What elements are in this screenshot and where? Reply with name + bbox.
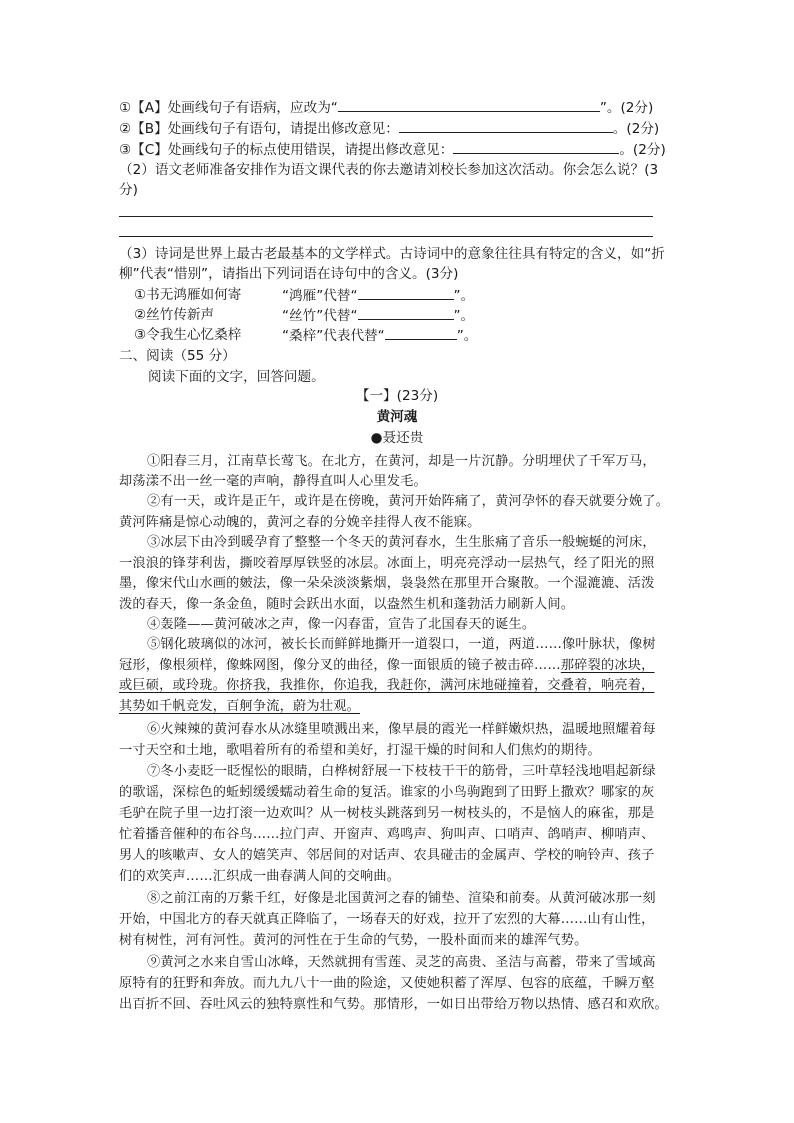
paragraph-5-line-2 (119, 656, 655, 676)
question-2-line-2: 分) (119, 182, 138, 198)
question-score: ”。(2分) (599, 100, 654, 116)
poem-line-2: ②丝竹传新声 (134, 307, 215, 323)
paragraph-8-line-2: 开始，中国北方的春天就真正降临了，一场春天的好戏，拉开了宏烈的大幕……山有山性， (119, 912, 655, 927)
poem-question-2 (282, 305, 474, 326)
question-score: 。(2分) (619, 142, 666, 158)
poem-question-end: ”。 (453, 308, 475, 324)
paragraph-7-line-1: ⑦冬小麦眨一眨惺忪的眼睛，白桦树舒展一下枝枝干干的筋骨，三叶草轻浅地唱起新绿 (147, 764, 656, 779)
paragraph-2-line-1: ②有一天，或许是正午，或许是在傍晚，黄河开始阵痛了，黄河孕怀的春天就要分娩了。 (147, 494, 670, 509)
question-3-line-2: 柳”代表“惜别”，请指出下列词语在诗句中的含义。(3分) (119, 266, 459, 282)
answer-blank[interactable] (358, 305, 454, 320)
question-1-iii (119, 139, 666, 160)
poem-line-1: ①书无鸿雁如何寄 (134, 287, 242, 303)
poem-line-3: ③令我生心忆桑梓 (134, 327, 242, 343)
paragraph-3-line-4: 泼的春天，像一条金鱼，随时会跃出水面，以盎然生机和蓬勃活力刷新人间。 (119, 597, 575, 612)
question-2-line-1: （2）语文老师准备安排作为语文课代表的你去邀请刘校长参加这次活动。你会怎么说？(3 (119, 162, 659, 178)
answer-blank[interactable] (385, 325, 457, 340)
paragraph-3-line-1: ③冰层下由冷到暖孕育了整整一个冬天的黄河春水，生生胀痛了音乐一般蜿蜒的河床， (147, 535, 656, 550)
paragraph-5-line-3: 或巨硕，或玲珑。你挤我，我推你，你追我，我赶你，满河床地碰撞着，交叠着，响亮着， (119, 678, 655, 693)
poem-question-end: ”。 (453, 288, 475, 304)
paragraph-3-line-2: 一浪浪的锋芽利齿，撕咬着厚厚铁竖的冰层。冰面上，明亮亮浮动一层热气，经了阳光的照 (119, 556, 655, 571)
article-author: ●聂还贵 (370, 430, 424, 446)
poem-question-end: ”。 (456, 328, 478, 344)
paragraph-7-line-3: 毛驴在院子里一边打滚一边欢叫？从一树枝头跳落到另一树枝头的，不是恼人的麻雀，那是 (119, 806, 655, 821)
paragraph-8-line-1: ⑧之前江南的万紫千红，好像是北国黄河之春的铺垫、渲染和前奏。从黄河破冰那一刻 (147, 891, 656, 906)
question-3-line-1: （3）诗词是世界上最古老最基本的文学样式。古诗词中的意象往往具有特定的含义，如“折 (119, 246, 665, 262)
part-heading: 【一】(23分) (355, 388, 439, 404)
paragraph-9-line-3: 出百折不回、吞吐风云的独特禀性和气势。那情形，一如日出带给万物以热情、感召和欢欣。 (119, 997, 668, 1012)
poem-question-text: “桑梓”代表代替“ (282, 328, 385, 344)
poem-question-text: “丝竹”代替“ (282, 308, 358, 324)
paragraph-1-line-2: 却荡漾不出一丝一毫的声响，静得直叫人心里发毛。 (119, 474, 427, 489)
answer-blank[interactable] (399, 118, 613, 133)
paragraph-6-line-2: 一寸天空和土地，歌唱着所有的希望和美好，打湿干燥的时间和人们焦灼的期待。 (119, 743, 601, 758)
paragraph-4: ④轰隆——黄河破冰之声，像一闪春雷，宣告了北国春天的诞生。 (147, 617, 536, 632)
paragraph-7-line-5: 男人的咳嗽声、女人的嬉笑声、邻居间的对话声、农具碰击的金属声、学校的响铃声、孩子 (119, 848, 655, 863)
question-1-i (119, 97, 653, 118)
question-score: 。(2分) (612, 121, 660, 137)
paragraph-9-line-2: 原特有的狂野和奔放。而九九八十一曲的险途，又使她积蓄了浑厚、包容的底蕴，千瞬万壑 (119, 976, 655, 991)
paragraph-9-line-1: ⑨黄河之水来自雪山冰峰，天然就拥有雪莲、灵芝的高贵、圣洁与高蓄，带来了雪域高 (147, 955, 656, 970)
answer-blank[interactable] (358, 285, 454, 300)
paragraph-2-line-2: 黄河阵痛是惊心动魄的，黄河之春的分娩辛挂得人夜不能寐。 (119, 515, 481, 530)
poem-question-text: “鸿雁”代替“ (282, 288, 358, 304)
paragraph-7-line-6: 们的欢笑声……汇织成一曲春满人间的交响曲。 (119, 869, 401, 884)
answer-line-2[interactable] (119, 236, 653, 237)
poem-question-1 (282, 285, 474, 306)
answer-line-1[interactable] (119, 216, 653, 217)
section-title: 二、阅读（55 分） (119, 348, 236, 364)
article-title: 黄河魂 (376, 409, 418, 425)
paragraph-7-line-4: 忙着播音催种的布谷鸟……拉门声、开窗声、鸡鸣声、狗叫声、口哨声、鸽哨声、柳哨声、 (119, 827, 655, 842)
question-1-ii (119, 118, 659, 139)
paragraph-5-line-1: ⑤钢化玻璃似的冰河，被长长而鲜鲜地撕开一道裂口，一道，两道……像叶脉状，像树 (147, 637, 656, 652)
answer-blank[interactable] (338, 97, 600, 112)
poem-question-3 (282, 325, 477, 346)
paragraph-5-line-4: 其势如千帆竞发，百舸争流，蔚为壮观。 (119, 699, 360, 714)
question-text: ①【A】处画线句子有语病，应改为“ (119, 100, 338, 116)
answer-blank[interactable] (453, 139, 619, 154)
paragraph-3-line-3: 墨，像宋代山水画的皴法，像一朵朵淡淡紫烟，袅袅然在那里开合聚散。一个湿漉漉、活泼 (119, 576, 655, 591)
paragraph-1-line-1: ①阳春三月，江南草长莺飞。在北方，在黄河，却是一片沉静。分明埋伏了千军万马， (147, 454, 656, 469)
paragraph-7-line-2: 的歌谣，深棕色的蚯蚓缓缓蠕动着生命的复活。谁家的小鸟驹跑到了田野上撒欢？哪家的灰 (119, 785, 655, 800)
underlined-sentence: 那碎裂的冰块， (560, 658, 655, 673)
paragraph-6-line-1: ⑥火辣辣的黄河春水从冰缝里喷溅出来，像早晨的霞光一样鲜嫩炽热，温暖地照耀着每 (147, 722, 656, 737)
section-instruction: 阅读下面的文字，回答问题。 (148, 369, 325, 385)
paragraph-5-text: 冠形，像根须样，像蛛网图，像分叉的曲径，像一面银质的镜子被击碎…… (119, 658, 561, 673)
paragraph-8-line-3: 树有树性，河有河性。黄河的河性在于生命的气势，一股朴面而来的雄浑气势。 (119, 933, 588, 948)
question-text: ②【B】处画线句子有语句，请提出修改意见： (119, 121, 399, 137)
question-text: ③【C】处画线句子的标点使用错误，请提出修改意见： (119, 142, 454, 158)
